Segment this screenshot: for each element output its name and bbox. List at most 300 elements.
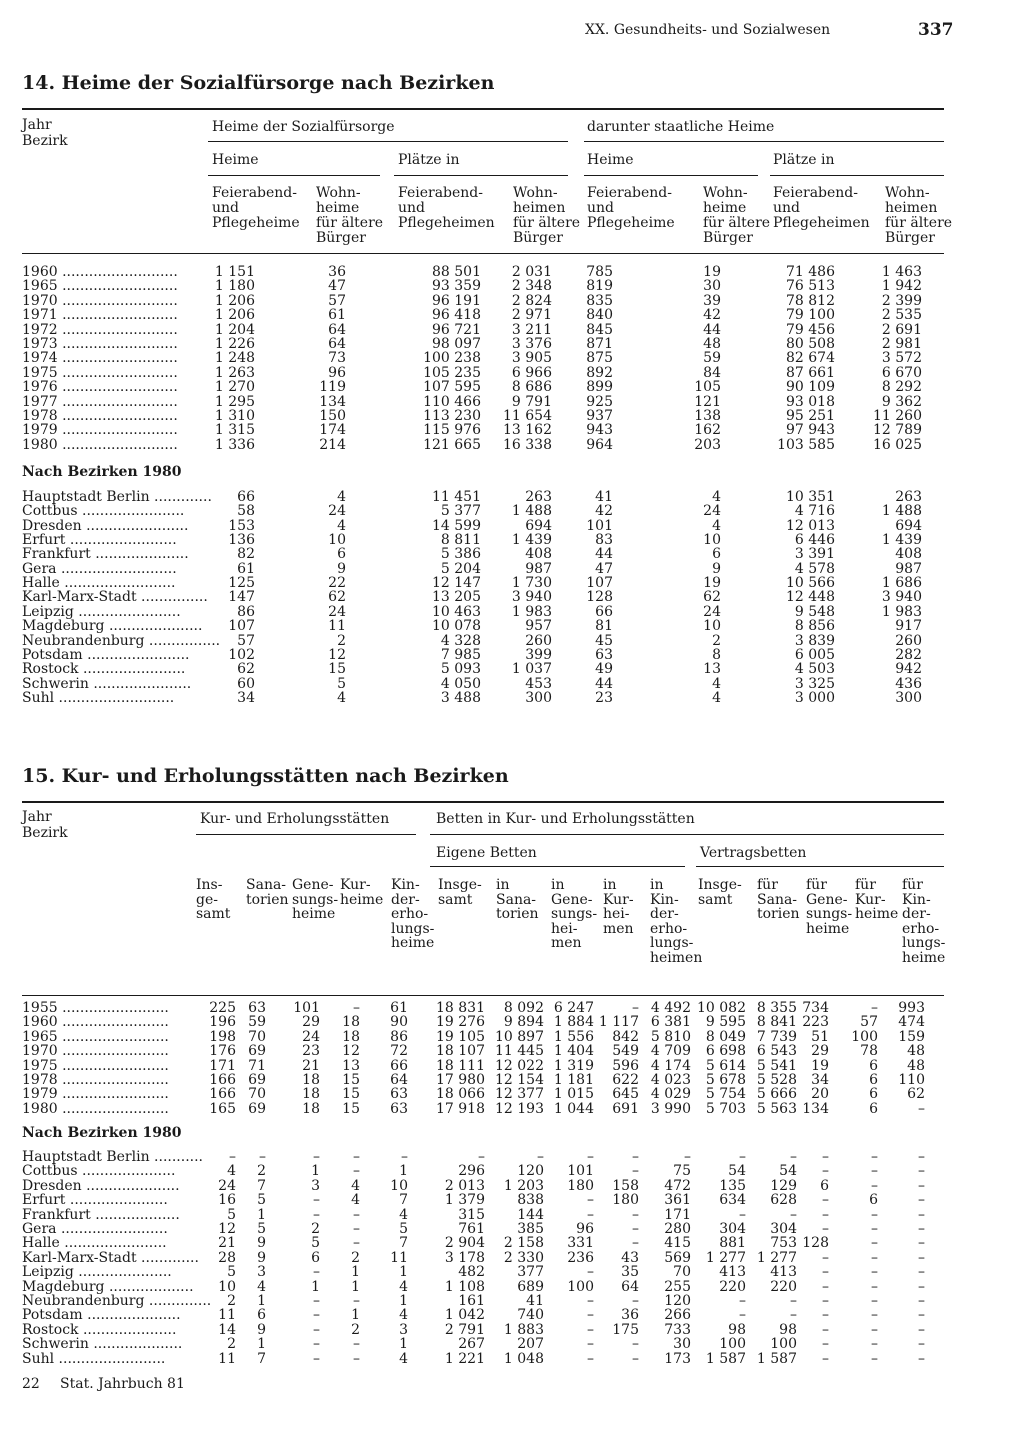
column-header: lungs- — [902, 935, 946, 952]
table-cell: 733 — [664, 1321, 691, 1338]
table-cell: 113 230 — [423, 408, 481, 424]
table-cell: 97 943 — [786, 422, 835, 439]
table-cell: 10 082 — [697, 1000, 746, 1016]
table-cell: 761 — [458, 1221, 485, 1237]
column-header: sungs- — [806, 906, 853, 923]
table-cell: 79 100 — [786, 307, 835, 324]
table-cell: 19 105 — [436, 1028, 485, 1045]
table-cell: 4 174 — [650, 1057, 691, 1074]
table-cell: 5 — [257, 1192, 266, 1209]
table-cell: 1 221 — [444, 1350, 485, 1367]
table-cell: 2 904 — [444, 1235, 485, 1252]
table-cell: 180 — [612, 1192, 639, 1209]
table-cell: 66 — [390, 1057, 408, 1074]
table-cell: 385 — [517, 1221, 544, 1237]
table-cell: – — [822, 1336, 829, 1353]
table-cell: 120 — [517, 1163, 544, 1180]
table-cell: 84 — [703, 364, 721, 381]
table-cell: – — [587, 1264, 594, 1281]
table-cell: 14 599 — [432, 517, 481, 534]
column-header: torien — [496, 906, 539, 923]
table-cell: 61 — [390, 1000, 408, 1016]
table-cell: 4 — [712, 689, 721, 706]
table-cell: 100 238 — [423, 350, 481, 367]
column-header: hei- — [603, 906, 630, 923]
table-cell: 5 666 — [756, 1086, 797, 1103]
table-cell: 36 — [328, 264, 346, 280]
column-header: men — [551, 935, 582, 952]
table-cell: 95 251 — [786, 408, 835, 424]
table-cell: 3 — [311, 1177, 320, 1194]
table-cell: 453 — [525, 675, 552, 692]
table-cell: 78 — [860, 1043, 878, 1060]
table-cell: – — [871, 1321, 878, 1338]
table-cell: 42 — [595, 503, 613, 520]
district-label: Rostock ..................... — [22, 1321, 177, 1338]
table-cell: 41 — [526, 1293, 544, 1309]
table-cell: 54 — [728, 1163, 746, 1180]
table-cell: 4 — [351, 1192, 360, 1209]
table-cell: 838 — [517, 1192, 544, 1209]
table-cell: 88 501 — [432, 264, 481, 280]
table-cell: 69 — [248, 1043, 266, 1060]
table-cell: 63 — [595, 646, 613, 663]
table-cell: 11 445 — [495, 1043, 544, 1060]
table-cell: 44 — [595, 675, 613, 692]
table-cell: 5 614 — [705, 1057, 746, 1074]
table-cell: 21 — [218, 1235, 236, 1252]
table-cell: 18 066 — [436, 1086, 485, 1103]
table-cell: 171 — [664, 1206, 691, 1223]
table-cell: 361 — [664, 1192, 691, 1209]
subgroup-header: Eigene Betten — [436, 845, 537, 861]
year-label: 1965 ........................ — [22, 1028, 169, 1045]
table-cell: 840 — [586, 307, 613, 324]
table-cell: 2 — [351, 1249, 360, 1266]
table-cell: – — [739, 1307, 746, 1324]
table-cell: 24 — [328, 603, 346, 620]
district-label: Potsdam ..................... — [22, 1307, 181, 1324]
table-cell: – — [313, 1264, 320, 1281]
table-cell: – — [632, 1293, 639, 1309]
table-cell: 1 151 — [214, 264, 255, 280]
table-cell: 153 — [228, 517, 255, 534]
table-cell: 892 — [586, 364, 613, 381]
group-header: Betten in Kur- und Erholungsstätten — [436, 811, 695, 827]
table-cell: 267 — [458, 1336, 485, 1353]
table-cell: – — [229, 1149, 236, 1165]
table-cell: 1 310 — [214, 408, 255, 424]
table-cell: 63 — [390, 1100, 408, 1117]
table-cell: 436 — [895, 675, 922, 692]
year-label: 1971 .......................... — [22, 307, 178, 324]
table-cell: 57 — [860, 1014, 878, 1031]
column-header: heime — [855, 906, 899, 923]
table-cell: – — [353, 1149, 360, 1165]
table-cell: – — [822, 1293, 829, 1309]
table-cell: – — [871, 1278, 878, 1295]
table-cell: 4 578 — [794, 560, 835, 577]
table-cell: – — [918, 1307, 925, 1324]
table-cell: 2 158 — [503, 1235, 544, 1252]
table-cell: 482 — [458, 1264, 485, 1281]
table-cell: 70 — [248, 1086, 266, 1103]
table-cell: 2 330 — [503, 1249, 544, 1266]
table-cell: 62 — [703, 589, 721, 606]
table-cell: 93 359 — [432, 278, 481, 295]
table-cell: 8 292 — [881, 379, 922, 396]
district-label: Frankfurt ..................... — [22, 546, 189, 563]
table-cell: – — [313, 1321, 320, 1338]
table-cell: 2 399 — [881, 292, 922, 309]
table-cell: 105 — [694, 379, 721, 396]
table-cell: 75 — [673, 1163, 691, 1180]
district-label: Gera .......................... — [22, 560, 177, 577]
column-header: heime — [806, 920, 850, 937]
table-cell: 19 — [703, 264, 721, 280]
table-cell: 835 — [586, 292, 613, 309]
table-cell: – — [587, 1192, 594, 1209]
table-cell: 98 — [779, 1321, 797, 1338]
table-cell: 43 — [621, 1249, 639, 1266]
table-cell: 18 — [302, 1072, 320, 1088]
table-cell: 9 595 — [705, 1014, 746, 1031]
table-cell: 3 940 — [881, 589, 922, 606]
table-cell: 474 — [898, 1014, 925, 1031]
table-cell: 6 — [869, 1072, 878, 1088]
table-cell: 24 — [703, 603, 721, 620]
subgroup-header: Heime — [587, 152, 634, 168]
table-cell: 1 037 — [511, 661, 552, 678]
table-cell: 80 508 — [786, 336, 835, 352]
table-cell: 158 — [612, 1177, 639, 1194]
stub-header: Bezirk — [22, 825, 68, 841]
column-header: men — [603, 920, 634, 937]
table-cell: 1 — [399, 1264, 408, 1281]
table-cell: 5 386 — [440, 546, 481, 563]
table-cell: 5 528 — [756, 1072, 797, 1088]
table-cell: 12 013 — [786, 517, 835, 534]
table-cell: 48 — [907, 1057, 925, 1074]
table-cell: 47 — [595, 560, 613, 577]
table-cell: – — [313, 1192, 320, 1209]
table-cell: 64 — [390, 1072, 408, 1088]
column-header: heimen — [650, 950, 703, 966]
district-label: Dresden ....................... — [22, 517, 189, 534]
table-cell: 10 — [328, 532, 346, 549]
table-cell: 3 572 — [881, 350, 922, 367]
table-cell: 6 381 — [650, 1014, 691, 1031]
table-cell: 119 — [319, 379, 346, 396]
table-cell: – — [918, 1350, 925, 1367]
table-cell: 18 107 — [436, 1043, 485, 1060]
table-cell: 100 — [770, 1336, 797, 1353]
table-cell: 1 181 — [553, 1072, 594, 1088]
column-header: Kin- — [391, 877, 420, 893]
table-cell: 10 566 — [786, 575, 835, 592]
table-cell: 957 — [525, 618, 552, 635]
table-cell: 1 204 — [214, 321, 255, 338]
table-cell: 98 — [728, 1321, 746, 1338]
table-cell: 4 — [337, 489, 346, 505]
table-cell: 569 — [664, 1249, 691, 1266]
table-cell: 4 023 — [650, 1072, 691, 1088]
column-header: in — [650, 877, 664, 893]
table-cell: – — [790, 1206, 797, 1223]
table-cell: – — [918, 1206, 925, 1223]
table-cell: 5 204 — [440, 560, 481, 577]
group-rule — [430, 834, 944, 835]
table-cell: 964 — [586, 436, 613, 453]
table-cell: 161 — [458, 1293, 485, 1309]
table-cell: 6 670 — [881, 364, 922, 381]
table-cell: 59 — [248, 1014, 266, 1031]
table-cell: 304 — [770, 1221, 797, 1237]
column-header: und — [773, 200, 800, 216]
table-cell: – — [632, 1163, 639, 1180]
table-15-title: 15. Kur- und Erholungsstätten nach Bezirken — [22, 765, 509, 787]
table-cell: 399 — [525, 646, 552, 663]
table-cell: 5 563 — [756, 1100, 797, 1117]
table-cell: 220 — [719, 1278, 746, 1295]
table-cell: 993 — [898, 1000, 925, 1016]
table-cell: – — [918, 1321, 925, 1338]
column-header: Kin- — [902, 891, 931, 908]
table-cell: 44 — [703, 321, 721, 338]
year-label: 1973 .......................... — [22, 336, 178, 352]
table-cell: 76 513 — [786, 278, 835, 295]
table-cell: 101 — [567, 1163, 594, 1180]
table-cell: – — [871, 1235, 878, 1252]
column-header: in — [496, 877, 510, 893]
table-cell: 5 — [227, 1206, 236, 1223]
table-cell: 300 — [525, 689, 552, 706]
table-cell: – — [871, 1336, 878, 1353]
column-header: Pflegeheime — [212, 215, 300, 231]
table-cell: – — [353, 1206, 360, 1223]
column-header: Gene- — [806, 891, 848, 908]
column-header: erho- — [650, 920, 688, 937]
table-cell: 1 — [399, 1163, 408, 1180]
table-cell: 11 — [218, 1350, 236, 1367]
table-cell: 64 — [621, 1278, 639, 1295]
table-cell: – — [918, 1264, 925, 1281]
table-cell: – — [313, 1336, 320, 1353]
table-cell: 69 — [248, 1072, 266, 1088]
district-label: Hauptstadt Berlin ............. — [22, 489, 212, 505]
column-header: sungs- — [292, 891, 339, 908]
table-cell: 24 — [328, 503, 346, 520]
table-cell: 81 — [595, 618, 613, 635]
table-cell: 987 — [895, 560, 922, 577]
table-cell: – — [790, 1307, 797, 1324]
table-cell: 1 203 — [503, 1177, 544, 1194]
column-header: Insge- — [438, 877, 482, 893]
table-cell: 107 — [228, 618, 255, 635]
table-cell: 2 981 — [881, 336, 922, 352]
table-cell: 11 654 — [503, 408, 552, 424]
table-cell: 4 — [399, 1350, 408, 1367]
table-cell: 1 295 — [214, 393, 255, 410]
table-cell: 6 — [869, 1192, 878, 1209]
table-cell: 1 730 — [511, 575, 552, 592]
table-cell: 72 — [390, 1043, 408, 1060]
table-cell: 1 277 — [756, 1249, 797, 1266]
table-cell: 4 — [712, 517, 721, 534]
table-cell: 107 595 — [423, 379, 481, 396]
table-cell: 9 — [712, 560, 721, 577]
table-cell: 304 — [719, 1221, 746, 1237]
table-cell: – — [871, 1163, 878, 1180]
table-cell: 79 456 — [786, 321, 835, 338]
table-cell: 266 — [664, 1307, 691, 1324]
column-header: lungs- — [650, 935, 694, 952]
column-header: heime — [902, 950, 946, 966]
table-cell: 134 — [319, 393, 346, 410]
column-header: Pflegeheime — [587, 215, 675, 231]
table-cell: 175 — [612, 1321, 639, 1338]
district-label: Suhl .......................... — [22, 689, 175, 706]
subgroup-rule — [430, 866, 685, 867]
table-cell: 12 193 — [495, 1100, 544, 1117]
table-cell: 1 884 — [553, 1014, 594, 1031]
table-cell: 138 — [694, 408, 721, 424]
column-header: Feierabend- — [587, 185, 672, 201]
table-cell: 1 015 — [553, 1086, 594, 1103]
column-header: Kur- — [855, 891, 886, 908]
column-header: Feierabend- — [773, 185, 858, 201]
table-cell: 121 — [694, 393, 721, 410]
table-cell: 1 108 — [444, 1278, 485, 1295]
table-cell: – — [353, 1163, 360, 1180]
table-cell: – — [537, 1149, 544, 1165]
table-cell: – — [918, 1100, 925, 1117]
table-cell: 110 466 — [423, 393, 481, 410]
table-cell: 785 — [586, 264, 613, 280]
table-cell: 63 — [248, 1000, 266, 1016]
table-cell: – — [313, 1206, 320, 1223]
column-header: Wohn- — [885, 185, 930, 201]
column-header: für — [806, 877, 827, 893]
table-cell: 6 446 — [794, 532, 835, 549]
table-cell: 18 — [342, 1014, 360, 1031]
table-cell: 176 — [209, 1043, 236, 1060]
district-label: Karl-Marx-Stadt ............. — [22, 1249, 199, 1266]
group-header: darunter staatliche Heime — [587, 119, 775, 135]
column-header: Wohn- — [513, 185, 558, 201]
table-cell: 987 — [525, 560, 552, 577]
table-cell: 12 377 — [495, 1086, 544, 1103]
table-cell: – — [918, 1163, 925, 1180]
column-header: heime — [391, 935, 435, 952]
table-cell: 2 — [351, 1321, 360, 1338]
column-header: samt — [438, 891, 473, 908]
table-cell: – — [632, 1350, 639, 1367]
district-label: Dresden ..................... — [22, 1177, 180, 1194]
table-cell: 282 — [895, 646, 922, 663]
table-cell: 260 — [525, 632, 552, 649]
table-cell: 57 — [328, 292, 346, 309]
subgroup-header: Vertragsbetten — [700, 845, 807, 861]
table-cell: 18 — [302, 1086, 320, 1103]
table-cell: 173 — [664, 1350, 691, 1367]
table-cell: 842 — [612, 1028, 639, 1045]
district-label: Cottbus ....................... — [22, 503, 185, 520]
table-cell: 12 789 — [873, 422, 922, 439]
table-cell: 8 355 — [756, 1000, 797, 1016]
table-cell: 78 812 — [786, 292, 835, 309]
table-cell: – — [822, 1192, 829, 1209]
table-cell: 634 — [719, 1192, 746, 1209]
table-cell: 9 894 — [503, 1014, 544, 1031]
table-cell: 174 — [319, 422, 346, 439]
table-cell: 120 — [664, 1293, 691, 1309]
table-cell: 15 — [328, 661, 346, 678]
table-cell: 2 — [227, 1336, 236, 1353]
district-label: Neubrandenburg ................ — [22, 632, 221, 649]
table-cell: 47 — [328, 278, 346, 295]
table-cell: – — [871, 1206, 878, 1223]
table-cell: – — [871, 1293, 878, 1309]
district-label: Hauptstadt Berlin ........... — [22, 1149, 203, 1165]
table-cell: – — [313, 1307, 320, 1324]
column-header: Wohn- — [316, 185, 361, 201]
table-cell: 734 — [802, 1000, 829, 1016]
table-cell: – — [822, 1149, 829, 1165]
table-cell: 4 328 — [440, 632, 481, 649]
table-cell: 645 — [612, 1086, 639, 1103]
table-cell: 1 180 — [214, 278, 255, 295]
table-cell: 59 — [703, 350, 721, 367]
table-cell: 5 — [337, 675, 346, 692]
table-cell: – — [632, 1000, 639, 1016]
group-rule — [196, 834, 416, 835]
column-header: erho- — [391, 906, 429, 923]
column-header: Gene- — [551, 891, 593, 908]
table-cell: 128 — [802, 1235, 829, 1252]
table-cell: – — [790, 1293, 797, 1309]
table-cell: 5 377 — [440, 503, 481, 520]
table-cell: – — [918, 1192, 925, 1209]
table-cell: 5 — [399, 1221, 408, 1237]
table-cell: 899 — [586, 379, 613, 396]
column-header: heime — [292, 906, 336, 923]
table-cell: – — [587, 1293, 594, 1309]
table-cell: 16 025 — [873, 436, 922, 453]
table-cell: 134 — [802, 1100, 829, 1117]
table-cell: 3 211 — [511, 321, 552, 338]
table-cell: 70 — [248, 1028, 266, 1045]
table-cell: 6 — [820, 1177, 829, 1194]
table-cell: 90 — [390, 1014, 408, 1031]
table-cell: 10 351 — [786, 489, 835, 505]
table-cell: 136 — [228, 532, 255, 549]
table-cell: 1 488 — [511, 503, 552, 520]
column-header: der- — [391, 891, 420, 908]
district-label: Erfurt ...................... — [22, 1192, 168, 1209]
year-label: 1978 .......................... — [22, 408, 178, 424]
table-cell: 98 097 — [432, 336, 481, 352]
table-cell: – — [632, 1336, 639, 1353]
table-cell: – — [871, 1264, 878, 1281]
table-cell: 937 — [586, 408, 613, 424]
footer-page: 22 — [22, 1376, 40, 1392]
column-header: Pflegeheimen — [773, 215, 870, 231]
table-cell: – — [822, 1206, 829, 1223]
table-cell: 1 463 — [881, 264, 922, 280]
table-cell: 61 — [328, 307, 346, 324]
table-cell: 4 — [337, 517, 346, 534]
